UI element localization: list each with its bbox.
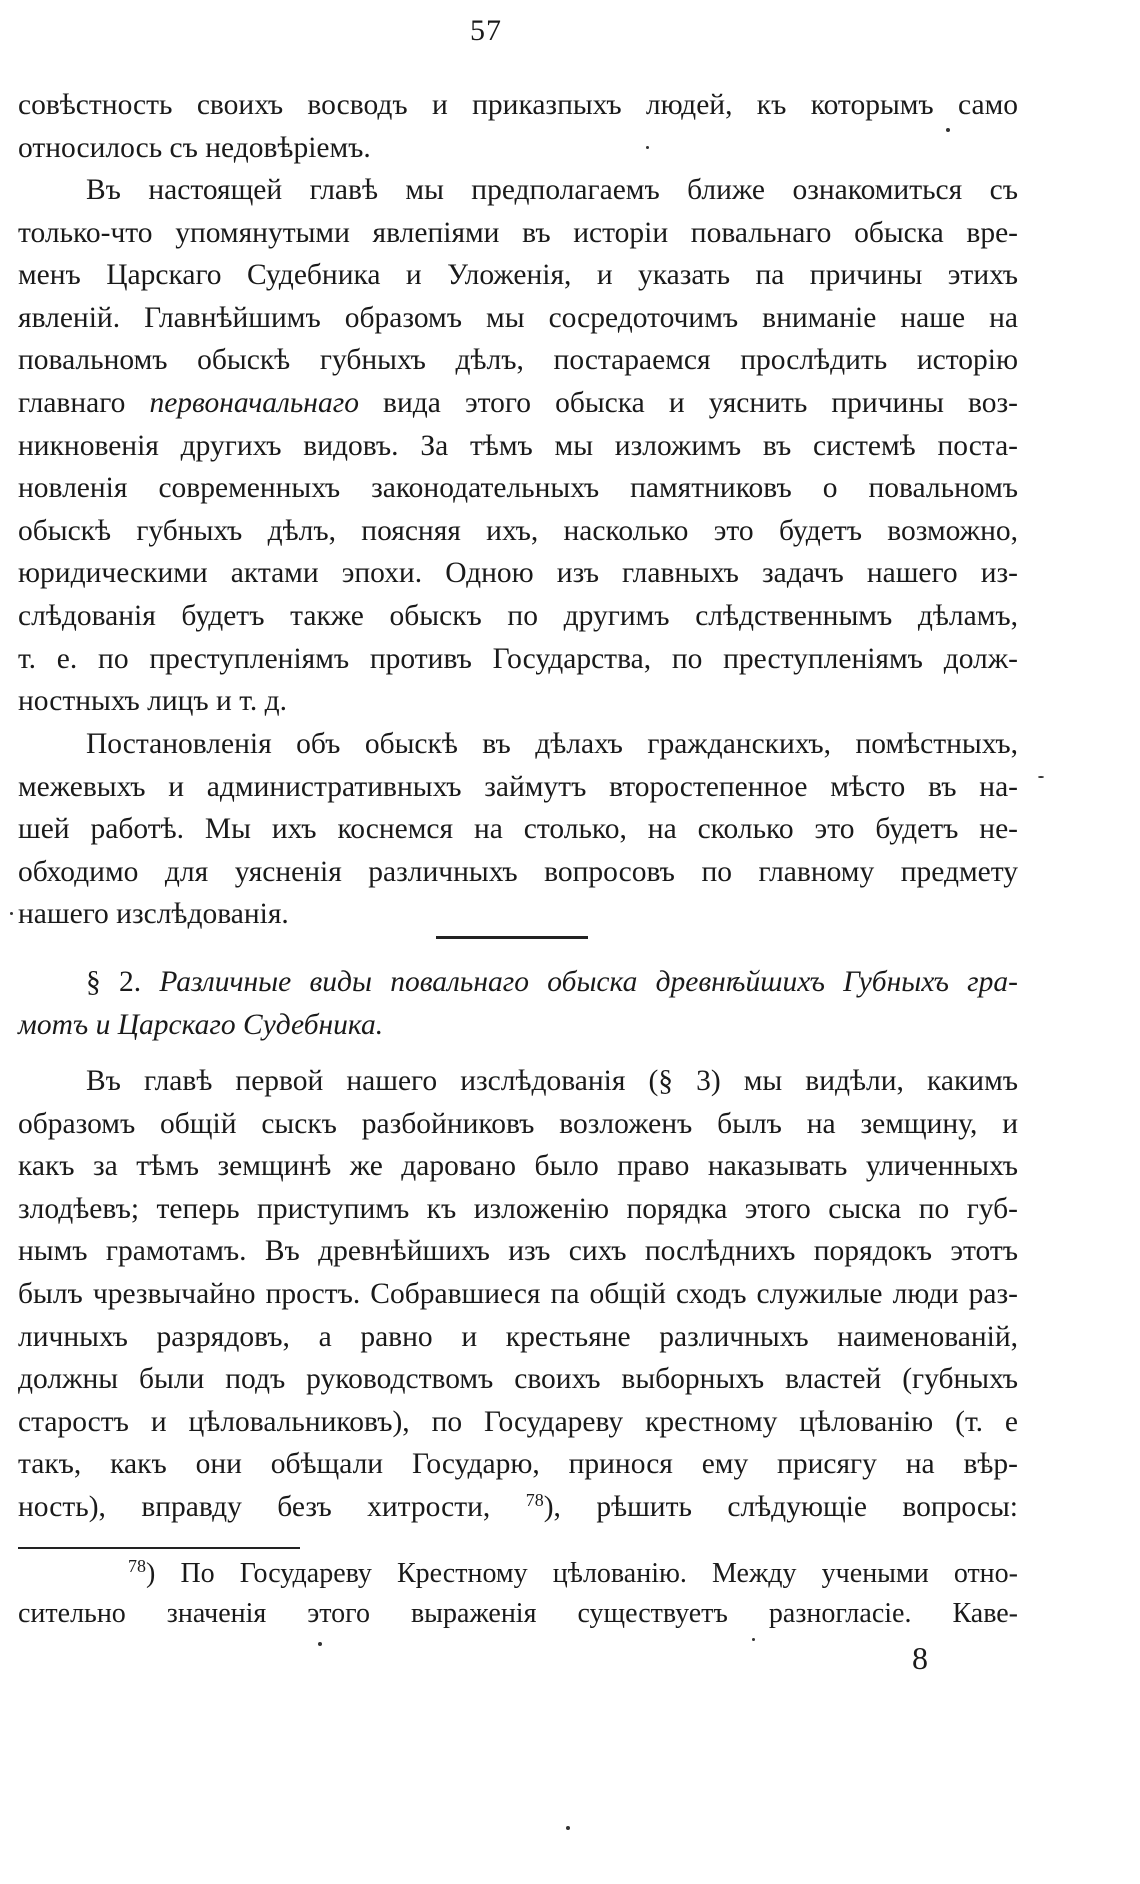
- paragraph-chapter-intro: [18, 169, 1018, 723]
- print-speck: [946, 128, 950, 132]
- text-line: менъ Царскаго Судебника и Уложенія, и указать па причины этихъ: [18, 259, 1018, 292]
- text-fragment: ) По Государеву Крестному цѣлованію. Между учеными отно-: [146, 1558, 1018, 1589]
- text-line: старостъ и цѣловальниковъ), по Государеву крестному цѣлованію (т. е: [18, 1405, 1018, 1438]
- print-speck: [10, 912, 13, 915]
- text-line: ностныхъ лицъ и т. д.: [18, 685, 288, 718]
- section-divider: [436, 936, 588, 939]
- print-speck: [1038, 776, 1044, 778]
- section-heading: [18, 961, 1018, 1046]
- text-fragment: вида этого обыска и уяснить причины воз-: [383, 386, 1018, 419]
- text-line: т. е. по преступленіямъ противъ Государства, по преступленіямъ долж-: [18, 642, 1018, 675]
- text-line: юридическими актами эпохи. Одною изъ главныхъ задачъ нашего из-: [18, 557, 1018, 590]
- print-speck: [646, 146, 649, 149]
- section-title-part: мотъ и Царскаго Судебника.: [18, 1008, 384, 1041]
- footnote-number: 78: [128, 1556, 146, 1576]
- text-line: Въ настоящей главѣ мы предполагаемъ ближе ознакомиться съ: [86, 174, 1018, 206]
- paragraph-secondary-topics: [18, 723, 1018, 936]
- text-line: былъ чрезвычайно простъ. Собравшиеся па общій сходъ служилые люди раз-: [18, 1277, 1018, 1310]
- text-line: Постановленія объ обыскѣ въ дѣлахъ гражданскихъ, помѣстныхъ,: [86, 728, 1018, 760]
- paragraph-section-body: [18, 1060, 1018, 1529]
- footnote-reference[interactable]: 78: [525, 1489, 544, 1510]
- footnote: [18, 1554, 1018, 1634]
- footnote-line: [18, 1554, 1018, 1594]
- print-speck: [752, 1638, 755, 1641]
- text-line: относилось съ недовѣріемъ.: [18, 131, 371, 164]
- text-line: межевыхъ и административныхъ займутъ второстепенное мѣсто въ на-: [18, 770, 1018, 803]
- section-title-part: Различные виды повальнаго обыска древнѣйшихъ Губныхъ гра-: [159, 966, 1018, 998]
- text-line: обходимо для уясненія различныхъ вопросовъ по главному предмету: [18, 855, 1018, 888]
- text-line: личныхъ разрядовъ, а равно и крестьяне различныхъ наименованій,: [18, 1320, 1018, 1353]
- print-speck: [318, 1642, 322, 1646]
- text-line-with-italic: [18, 382, 1018, 425]
- text-line: злодѣевъ; теперь приступимъ къ изложенію порядка этого сыска по губ-: [18, 1192, 1018, 1225]
- text-line: никновенія другихъ видовъ. За тѣмъ мы изложимъ въ системѣ поста-: [18, 429, 1018, 462]
- print-speck: [566, 1826, 570, 1830]
- text-line: только-что упомянутыми явлепіями въ исторіи повальнаго обыска вре-: [18, 216, 1018, 249]
- text-line: повальномъ обыскѣ губныхъ дѣлъ, постараемся прослѣдить исторію: [18, 344, 1018, 377]
- text-line: Въ главѣ первой нашего изслѣдованія (§ 3) мы видѣли, какимъ: [86, 1065, 1018, 1097]
- text-line: совѣстность своихъ восводъ и приказпыхъ людей, къ которымъ само: [18, 89, 1018, 121]
- text-line-with-footnote-ref: [18, 1486, 1018, 1529]
- text-line: должны были подъ руководствомъ своихъ выборныхъ властей (губныхъ: [18, 1363, 1018, 1396]
- text-line: обыскѣ губныхъ дѣлъ, поясняя ихъ, насколько это будетъ возможно,: [18, 514, 1018, 547]
- section-mark: § 2.: [86, 966, 142, 998]
- text-line: такъ, какъ они обѣщали Государю, принося ему присягу на вѣр-: [18, 1448, 1018, 1481]
- page-number: 57: [470, 14, 502, 47]
- text-fragment: главнаго: [18, 386, 126, 419]
- text-fragment: ность), вправду безъ хитрости,: [18, 1490, 491, 1523]
- text-line: новленія современныхъ законодательныхъ памятниковъ о повальномъ: [18, 472, 1018, 505]
- text-line: слѣдованія будетъ также обыскъ по другимъ слѣдственнымъ дѣламъ,: [18, 599, 1018, 632]
- section-heading-line: [18, 961, 1018, 1004]
- text-line: какъ за тѣмъ земщинѣ же даровано было право наказывать уличенныхъ: [18, 1150, 1018, 1183]
- text-line: нымъ грамотамъ. Въ древнѣйшихъ изъ сихъ послѣднихъ порядокъ этотъ: [18, 1235, 1018, 1268]
- text-line: нашего изслѣдованія.: [18, 898, 289, 931]
- italic-emphasis: первоначальнаго: [149, 386, 359, 419]
- paragraph-continuation: [18, 84, 1018, 169]
- text-fragment: ), рѣшить слѣдующіе вопросы:: [543, 1490, 1019, 1523]
- text-line: шей работѣ. Мы ихъ коснемся на столько, на сколько это будетъ не-: [18, 813, 1018, 846]
- printer-signature-mark: 8: [912, 1640, 928, 1676]
- text-line: явленій. Главнѣйшимъ образомъ мы сосредоточимъ вниманіе наше на: [18, 301, 1018, 334]
- footnote-rule: [18, 1547, 300, 1549]
- text-line: образомъ общій сыскъ разбойниковъ возложенъ былъ на земщину, и: [18, 1107, 1018, 1140]
- footnote-line: сительно значенія этого выраженія существуетъ разногласіе. Каве-: [18, 1598, 1018, 1629]
